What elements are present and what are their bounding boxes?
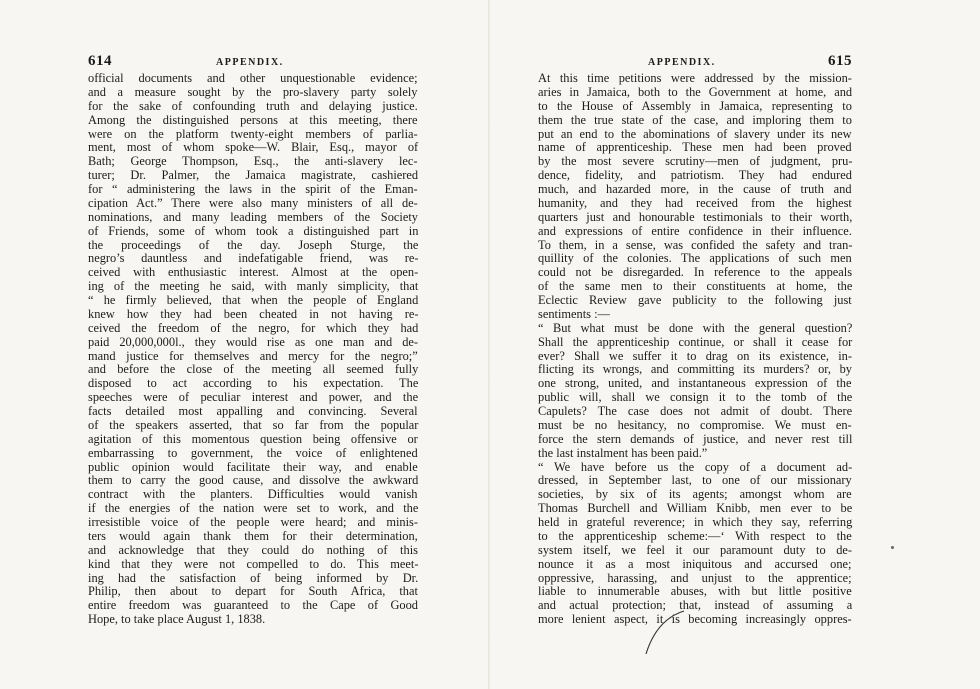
text-line: entire freedom was guaranteed to the Cape of Good <box>88 598 418 613</box>
text-line: “ But what must be done with the general question? <box>538 320 853 335</box>
text-line: societies, by six of its agents; amongst whom are <box>538 487 852 502</box>
text-line: oppressive, harassing, and unjust to the apprentice; <box>538 570 852 585</box>
text-line: cipation Act.” There were also many ministers of all de- <box>88 195 418 210</box>
text-line: Capulets? The case does not admit of doubt. There <box>538 404 853 418</box>
text-line: of the speakers asserted, that so far from the popular <box>88 417 419 432</box>
text-line: Hope, to take place August 1, 1838. <box>88 612 266 627</box>
text-line: dence, fidelity, and patriotism. They had endured <box>538 168 852 183</box>
text-line: must be no hesitancy, no compromise. We must en- <box>538 417 852 432</box>
text-line: one strong, united, and instantaneous expression of the <box>538 376 852 391</box>
text-line: aries in Jamaica, both to the Government at home, and <box>538 84 853 99</box>
text-line: and actual protection; that, instead of assuming a <box>538 598 853 613</box>
text-line: ing had the satisfaction of being informed by Dr. <box>88 570 419 585</box>
text-line: to the House of Assembly in Jamaica, representing to <box>538 98 852 113</box>
text-line: ceived with enthusiastic interest. Almost at the open- <box>88 265 419 280</box>
right-page-number: 615 <box>828 53 852 69</box>
text-line: ceived the freedom of the negro, for which they had <box>88 320 419 335</box>
text-line: knew how they had been cheated in not having re- <box>88 306 419 321</box>
text-line: mand justice for themselves and mercy for the negro;” <box>88 348 418 363</box>
text-line: more lenient aspect, it is becoming increasingly oppres- <box>538 612 852 627</box>
text-line: them the true state of the case, and imploring them to <box>538 112 852 127</box>
text-line: public opinion would facilitate their way, and enable <box>88 459 418 474</box>
text-line: speeches were of peculiar interest and power, and the <box>88 390 419 405</box>
text-line: them to carry the good cause, and dissolve the awkward <box>88 473 419 488</box>
right-page <box>490 0 980 689</box>
text-line: quillity of the colonies. The applications of such men <box>538 251 852 266</box>
text-line: agitation of this momentous question being offensive or <box>88 431 418 446</box>
text-line: “ he firmly believed, that when the people of England <box>88 293 419 307</box>
text-line: of the same men to their constituents at home, the <box>538 279 853 294</box>
left-running-head <box>88 52 418 70</box>
text-line: turer; Dr. Palmer, the Jamaica magistrate, cashiered <box>88 168 419 183</box>
text-line: facts detailed most appalling and convincing. Several <box>88 404 418 418</box>
text-line: for “ administering the laws in the spirit of the Eman- <box>88 182 418 196</box>
text-line: Philip, then about to depart for South Africa, that <box>88 584 418 599</box>
text-line: At this time petitions were addressed by the mission- <box>538 71 852 85</box>
text-line: the last instalment has been paid.” <box>538 445 708 460</box>
text-line: and expressions of entire confidence in their influence. <box>538 223 852 238</box>
text-line: and acknowledge that they could do nothing of this <box>88 542 418 557</box>
left-page-number: 614 <box>88 53 112 69</box>
text-line: name of apprenticeship. These men had been proved <box>538 140 852 155</box>
text-line: ever? Shall we suffer it to drag on its existence, in- <box>538 348 852 363</box>
text-line: much, and hazarded more, in the cause of truth and <box>538 182 852 196</box>
text-line: by the most severe scrutiny—men of judgment, pru- <box>538 154 853 169</box>
text-line: if the energies of the nation were set to work, and the <box>88 501 419 516</box>
text-line: quarters just and honourable testimonials to their worth, <box>538 209 853 224</box>
text-line: the proceedings of the day. Joseph Sturge, the <box>88 237 419 252</box>
text-line: and before the close of the meeting all seemed fully <box>88 362 419 377</box>
text-line: put an end to the abominations of slavery under its new <box>538 126 852 141</box>
text-line: Eclectic Review gave publicity to the following just <box>538 293 852 307</box>
text-line: disposed to act according to his expectation. The <box>88 376 419 391</box>
text-line: contract with the planters. Difficulties would vanish <box>88 487 418 502</box>
right-running-head <box>538 52 852 70</box>
text-line: negro’s dauntless and indefatigable friend, was re- <box>88 251 419 266</box>
text-line: system itself, we feel it our paramount duty to de- <box>538 542 853 557</box>
text-line: nominations, and many leading members of the Society <box>88 209 418 224</box>
text-line: kind that they were not compelled to do. This meet- <box>88 556 419 571</box>
text-line: of Friends, some of whom took a distinguished part in <box>88 223 419 238</box>
text-line: ing of the meeting he said, with manly simplicity, that <box>88 279 419 294</box>
text-line: force the stern demands of justice, and never rest till <box>538 431 853 446</box>
right-running-title: APPENDIX. <box>648 57 716 68</box>
left-running-title: APPENDIX. <box>216 57 284 68</box>
text-line: to the apprenticeship scheme:—‘ With respect to the <box>538 528 852 543</box>
text-line: To them, in a sense, was confided the safety and tran- <box>538 237 853 252</box>
text-line: ment, most of whom spoke—W. Blair, Esq., mayor of <box>88 140 419 155</box>
text-line: held in grateful reverence; in which they say, referring <box>538 515 853 529</box>
text-line: official documents and other unquestionable evidence; <box>88 71 418 85</box>
text-line: Among the distinguished persons at this meeting, there <box>88 112 418 127</box>
text-line: were on the platform twenty-eight members of parlia- <box>88 126 418 141</box>
text-line: ters would again thank them for their determination, <box>88 528 418 543</box>
text-line: sentiments :— <box>538 306 610 321</box>
right-text-column <box>538 72 852 627</box>
text-line: Shall the apprenticeship continue, or shall it cease for <box>538 334 853 349</box>
text-line: could not be disregarded. In reference to the appeals <box>538 265 853 280</box>
left-text-column <box>88 72 418 627</box>
text-line: for the sake of confounding truth and delaying justice. <box>88 98 418 113</box>
text-line: paid 20,000,000l., they would rise as one man and de- <box>88 334 419 349</box>
ink-speck <box>891 546 894 549</box>
text-line: nounce it as a most iniquitous and accursed one; <box>538 556 852 571</box>
pencil-mark-icon <box>640 608 686 656</box>
text-line: flicting its wrongs, and committing its murders? or, by <box>538 362 852 377</box>
text-line: irresistible voice of the people were heard; and minis- <box>88 515 418 529</box>
text-line: dressed, in September last, to one of our missionary <box>538 473 852 488</box>
text-line: embarrassing to government, the voice of enlightened <box>88 445 418 460</box>
text-line: humanity, and they had received from the highest <box>538 195 852 210</box>
text-line: and a measure sought by the pro-slavery party solely <box>88 84 418 99</box>
text-line: public will, shall we consign it to the tomb of the <box>538 390 853 405</box>
text-line: Thomas Burchell and William Knibb, men ever to be <box>538 501 853 516</box>
text-line: “ We have before us the copy of a document ad- <box>538 459 853 474</box>
text-line: liable to innumerable abuses, with but little positive <box>538 584 852 599</box>
text-line: Bath; George Thompson, Esq., the anti-slavery lec- <box>88 154 418 169</box>
